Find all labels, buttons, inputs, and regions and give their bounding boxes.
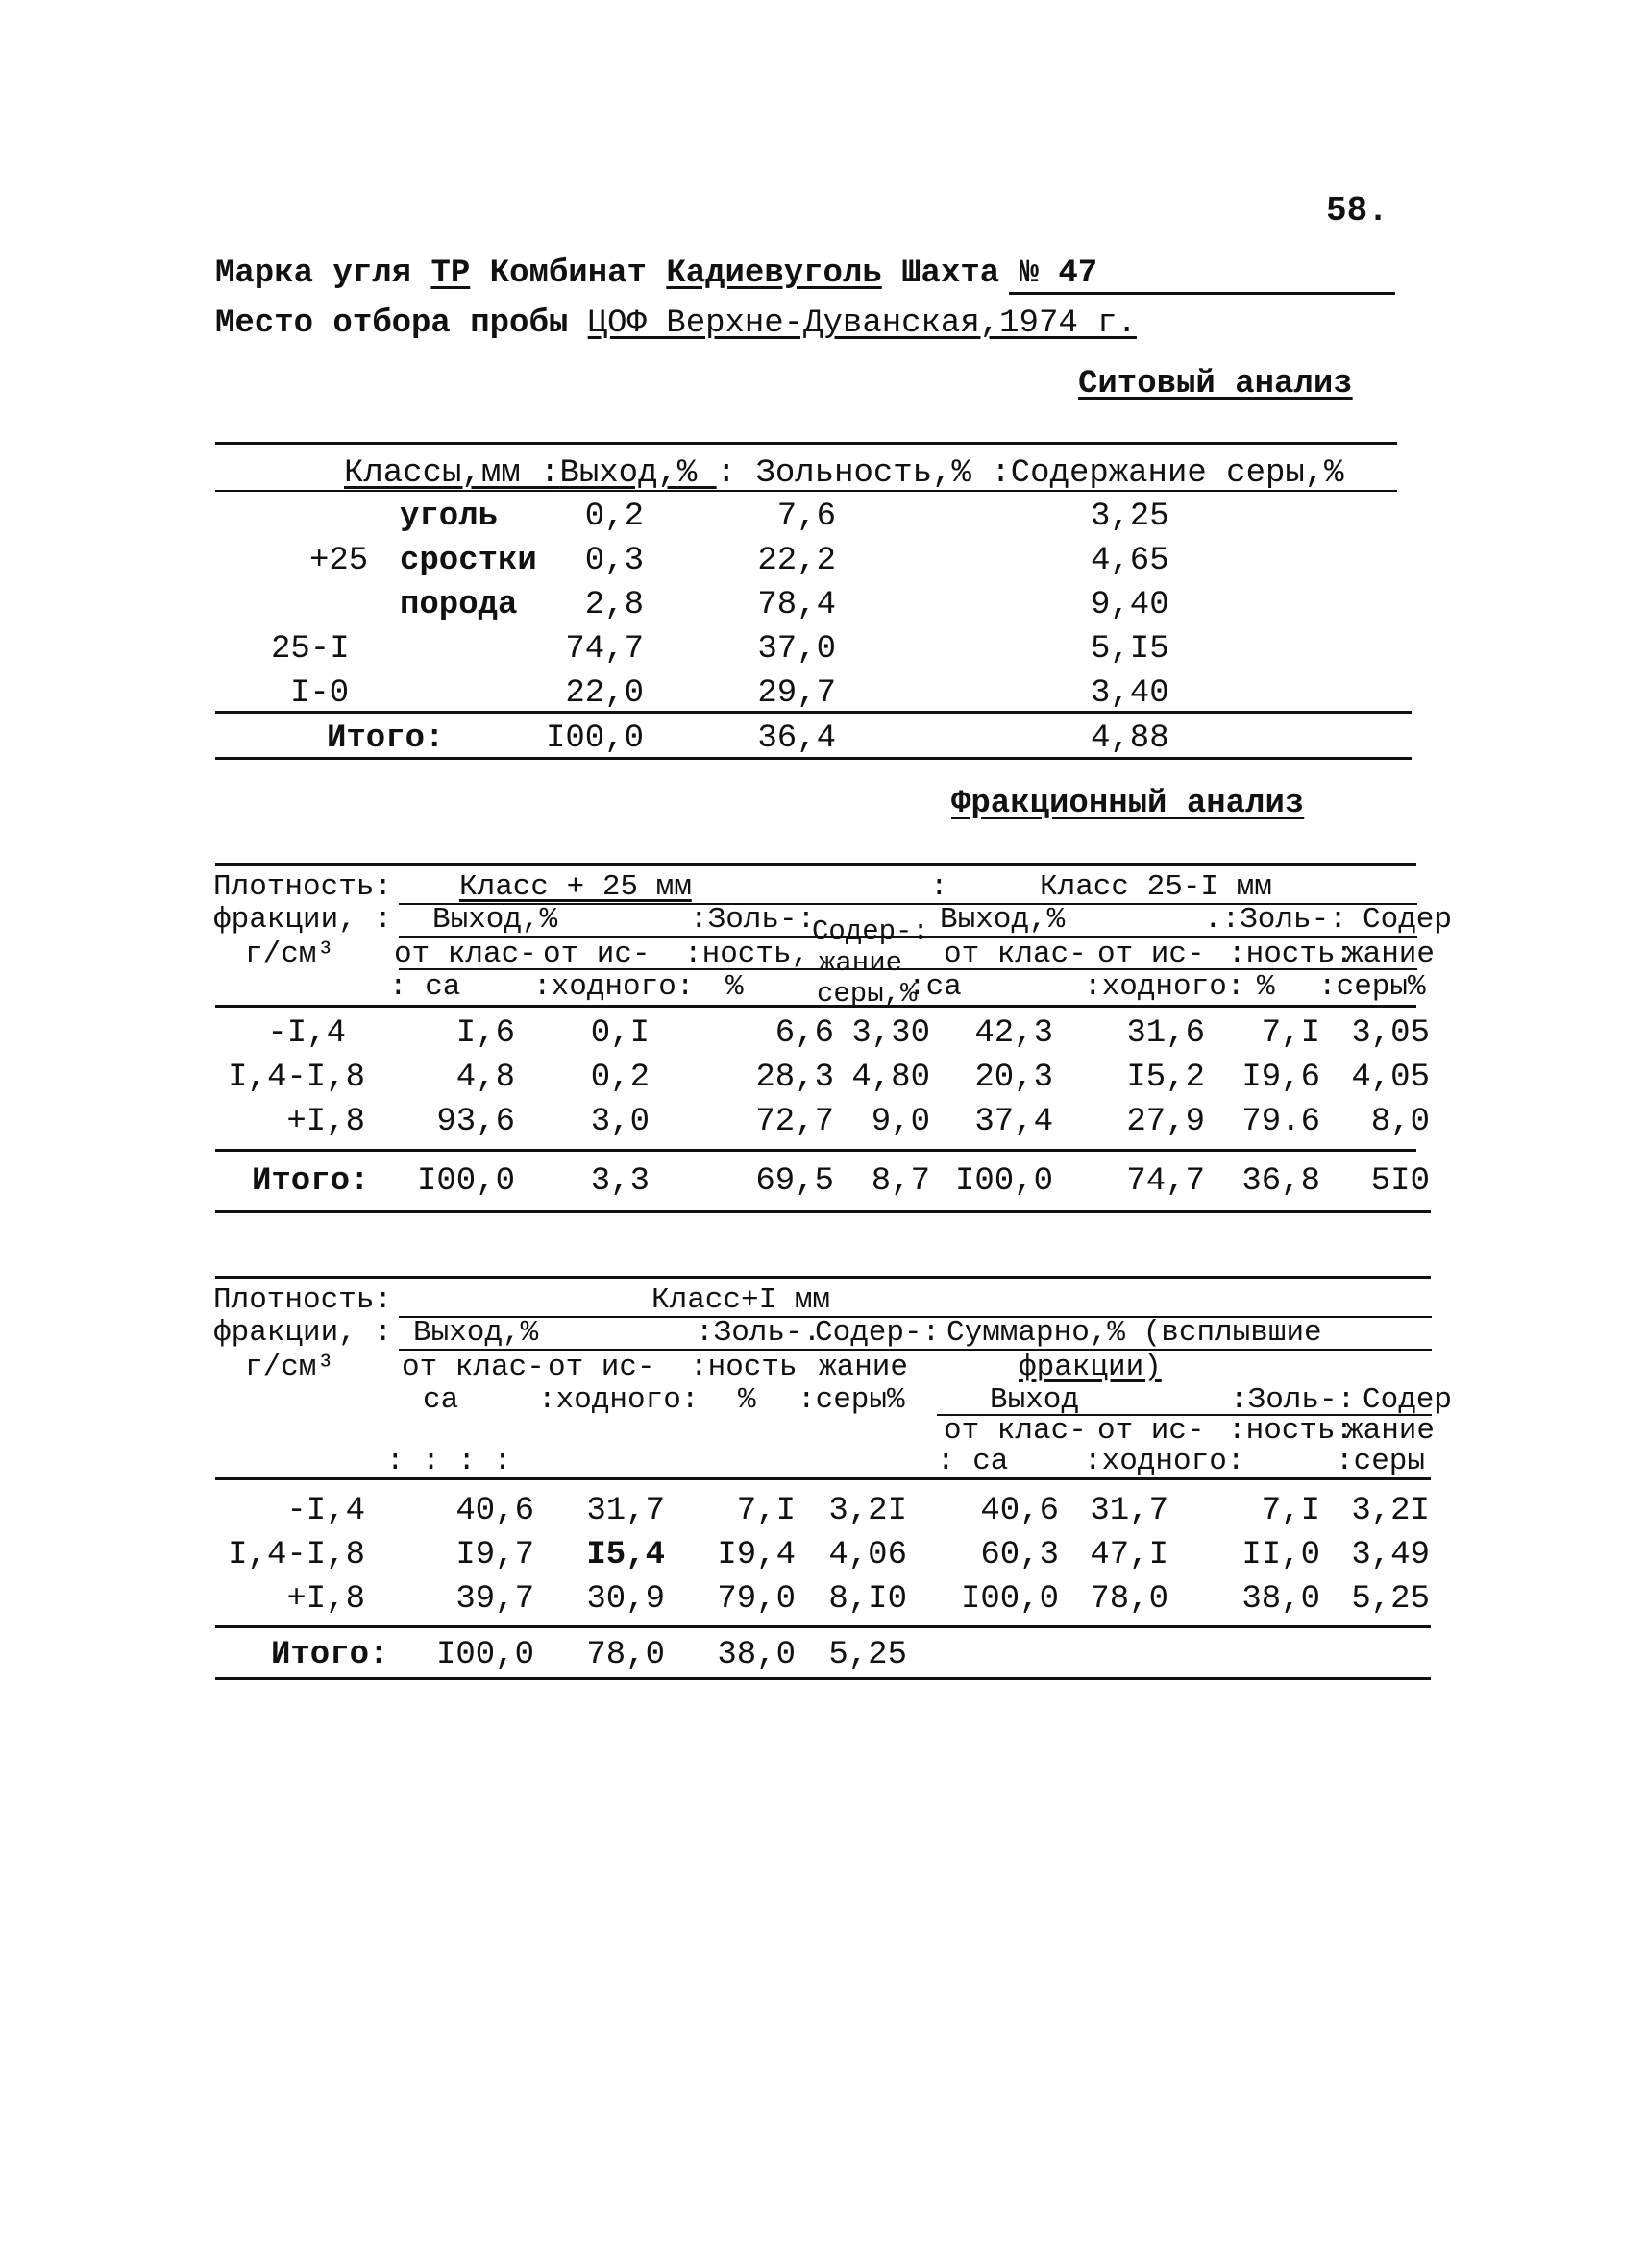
sieve-ash: 22,2 [757,543,836,579]
init2-b: :ходного: [1084,970,1245,1004]
f2-c2: 47,I [1090,1537,1168,1573]
f2-c4: 3,49 [1351,1537,1430,1573]
fraction2-bottom-rule [215,1677,1431,1680]
f1-b4: 4,05 [1351,1060,1430,1096]
f2-from-init: от ис- [548,1351,655,1384]
sieve-total-ash: 36,4 [757,720,836,757]
density-label: Плотность: [213,870,393,904]
f2-sulfur-label: Содер-: [815,1316,941,1350]
f2-total-a1: I00,0 [435,1637,534,1673]
cum-ash2: :ность: [1228,1414,1354,1448]
f2-density: -I,4 [286,1493,365,1529]
ca-a: : са [389,970,461,1004]
f1-b1: 42,3 [974,1015,1053,1052]
pct-b: % [1257,970,1275,1004]
f2-c3: 38,0 [1241,1581,1320,1618]
sieve-sulfur: 3,40 [1091,675,1169,712]
yield-a-label: Выход,% [432,903,558,937]
fraction-label: фракции, : [213,903,393,937]
f1-b2: 31,6 [1126,1015,1205,1052]
cum-from-init: от ис- [1097,1414,1205,1448]
coal-brand-line [215,257,1097,290]
from-class-a: от клас- [394,938,537,971]
f2-a1: I9,7 [455,1537,534,1573]
f1-a2: 0,2 [590,1060,650,1096]
cum-from-class: от клас- [944,1414,1087,1448]
f1-a3: 72,7 [755,1104,834,1140]
fraction1-bottom-rule [215,1210,1431,1213]
f2-a3: I9,4 [717,1537,796,1573]
sulfur-a-label: Содер-: [812,915,929,947]
f2-a2: 31,7 [586,1493,665,1529]
cum-sulfur2: жание [1345,1414,1436,1448]
place-value: ЦОФ Верхне-Дуванская,1974 г. [587,305,1137,342]
sieve-class: I-0 [290,675,350,712]
f1-a4: 9,0 [871,1104,930,1140]
fraction1-total-rule [215,1149,1416,1152]
f1-a2: 0,I [590,1015,650,1052]
sieve-sulfur: 4,65 [1091,543,1169,579]
sieve-total-sulfur: 4,88 [1091,720,1169,757]
f2-density: I,4-I,8 [228,1537,365,1573]
combine-value: Кадиевуголь [666,256,882,292]
sieve-sub: уголь [400,499,499,535]
ash-a-label: :Золь-: [690,903,816,937]
f2-total-a3: 38,0 [717,1637,796,1673]
cum-sulfur-label: Содер [1363,1383,1453,1417]
f1-a3: 6,6 [774,1015,834,1052]
f1-total-b1: I00,0 [954,1163,1053,1200]
f2-a1: 39,7 [455,1581,534,1618]
sampling-place-line [215,307,1137,340]
f2-a4: 3,2I [828,1493,907,1529]
f1-a1: I,6 [455,1015,515,1052]
cum-ash-label: :Золь-: [1230,1383,1356,1417]
from-init-a: от ис- [543,938,651,971]
combine-label: Комбинат [489,256,647,292]
f1-b3: I9,6 [1241,1060,1320,1096]
cumulative-label: Суммарно,% (всплывшие [946,1316,1322,1350]
f2-from-class: от клас- [402,1351,545,1384]
f2-a4: 4,06 [828,1537,907,1573]
fraction2-top-rule [215,1276,1431,1279]
sieve-analysis-title: Ситовый анализ [1078,366,1353,402]
ash-a2: :ность, [684,938,810,971]
class-plus25-title: Класс + 25 мм [459,870,692,904]
f2-a4: 8,I0 [828,1581,907,1618]
mine-value: 47 [1058,256,1098,292]
f2-c2: 78,0 [1090,1581,1168,1618]
f1-a4: 3,30 [851,1015,930,1052]
pct-a: % [725,970,744,1004]
cum-ca: : са [937,1445,1009,1478]
f2-colon-row: : : : : [386,1445,512,1478]
f2-a2: 30,9 [586,1581,665,1618]
f2-total-label: Итого: [271,1637,389,1673]
f1-total-b3: 36,8 [1241,1163,1320,1200]
class-25-1-title: Класс 25-I мм [1040,870,1272,904]
from-class-b: от клас- [944,938,1087,971]
sieve-total-yield: I00,0 [545,720,644,757]
f2-density-unit: г/см³ [245,1351,335,1384]
brand-value: ТР [430,256,471,292]
ash-b2: :ность: [1228,938,1354,971]
f1-b3: 79.6 [1241,1104,1320,1140]
f1-density: -I,4 [267,1015,346,1052]
sulfur-b-label: Содер [1363,903,1453,937]
sulfur-a3: серы,% [817,978,918,1010]
f2-density: +I,8 [286,1581,365,1618]
sieve-col-class: Классы,мм : [344,455,560,492]
f2-c1: I00,0 [960,1581,1059,1618]
f2-a1: 40,6 [455,1493,534,1529]
f1-a1: 4,8 [455,1060,515,1096]
f1-total-b2: 74,7 [1126,1163,1205,1200]
f2-a3: 7,I [736,1493,796,1529]
f1-a1: 93,6 [436,1104,515,1140]
sieve-sulfur: 3,25 [1091,499,1169,535]
yield-b-label: Выход,% [940,903,1066,937]
class-plus1-title: Класс+I мм [651,1283,831,1317]
sieve-top-rule [215,442,1397,445]
sieve-header-rule [215,490,1397,492]
f2-c3: 7,I [1261,1493,1320,1529]
f2-a3: 79,0 [717,1581,796,1618]
sieve-yield: 0,3 [584,543,644,579]
sieve-yield: 22,0 [565,675,644,712]
f2-c4: 3,2I [1351,1493,1430,1529]
f1-a3: 28,3 [755,1060,834,1096]
sieve-yield: 74,7 [565,631,644,668]
sieve-col-yield: Выход,% [559,455,717,492]
f1-a4: 4,80 [851,1060,930,1096]
f1-density: +I,8 [286,1104,365,1140]
f1-b2: 27,9 [1126,1104,1205,1140]
page-number: 58. [1326,191,1388,231]
f1-total-a4: 8,7 [871,1163,930,1200]
density-unit: г/см³ [245,938,335,971]
f1-b4: 8,0 [1370,1104,1430,1140]
cum-yield-label: Выход [990,1383,1080,1417]
place-label: Место отбора пробы [215,305,569,342]
f2-density-label: Плотность: [213,1283,393,1317]
brand-label: Марка угля [215,256,412,292]
f2-c1: 40,6 [980,1493,1059,1529]
sieve-header-row [344,457,1344,490]
header-underline [1009,292,1395,295]
f2-total-a2: 78,0 [586,1637,665,1673]
f1-total-label: Итого: [252,1163,370,1200]
sieve-group-label: +25 [309,543,369,579]
fraction2-header-rule [215,1477,1431,1480]
f1-b3: 7,I [1261,1015,1320,1052]
fraction2-total-rule [215,1625,1431,1628]
f1-total-a2: 3,3 [590,1163,650,1200]
f2-c1: 60,3 [980,1537,1059,1573]
f1-b1: 20,3 [974,1060,1053,1096]
f1-b2: I5,2 [1126,1060,1205,1096]
init2-a: :ходного: [533,970,695,1004]
header-separator: : [930,870,948,904]
sieve-total-label: Итого: [327,720,445,757]
cum-sulfur3: :серы [1336,1445,1426,1478]
f2-c2: 31,7 [1090,1493,1168,1529]
sieve-sulfur: 9,40 [1091,587,1169,623]
sieve-yield: 2,8 [584,587,644,623]
sulfur-a2: жание [819,947,903,979]
f2-ash2: :ность [690,1351,798,1384]
sieve-ash: 37,0 [757,631,836,668]
from-init-b: от ис- [1097,938,1205,971]
f2-init2: :ходного: [538,1383,700,1417]
fraction1-header-rule [215,1005,1416,1008]
sieve-col-sulfur: :Содержание серы,% [970,455,1344,492]
f2-c3: II,0 [1241,1537,1320,1573]
sieve-sub: сростки [400,543,537,579]
sieve-bottom-rule [215,757,1412,760]
f1-total-a3: 69,5 [755,1163,834,1200]
mine-label: Шахта № [901,256,1039,292]
sieve-total-rule [215,711,1412,714]
sieve-yield: 0,2 [584,499,644,535]
sieve-ash: 29,7 [757,675,836,712]
sieve-ash: 78,4 [757,587,836,623]
sulfur-b2: жание [1345,938,1436,971]
ca-b: :са [908,970,962,1004]
sieve-sub: порода [400,587,518,623]
sieve-ash: 7,6 [776,499,836,535]
f2-ca: са [423,1383,459,1417]
f2-sulfur2: жание [819,1351,909,1384]
f2-total-a4: 5,25 [828,1637,907,1673]
f1-a2: 3,0 [590,1104,650,1140]
fraction-analysis-title: Фракционный анализ [951,786,1305,822]
f2-sulfur3: :серы% [798,1383,905,1417]
sieve-col-ash: : Зольность,% [716,455,971,492]
f2-pct: % [738,1383,756,1417]
f1-total-b4: 5I0 [1370,1163,1430,1200]
f2-ash-label: :Золь-. [696,1316,822,1350]
f2-yield-label: Выход,% [413,1316,539,1350]
f2-a2: I5,4 [586,1537,665,1573]
cum-init2: :ходного: [1084,1445,1245,1478]
f1-density: I,4-I,8 [228,1060,365,1096]
fraction1-top-rule [215,863,1416,866]
sieve-class: 25-I [271,631,350,668]
f2-c4: 5,25 [1351,1581,1430,1618]
f1-b4: 3,05 [1351,1015,1430,1052]
f2-fraction-label: фракции, : [213,1316,393,1350]
f1-b1: 37,4 [974,1104,1053,1140]
f1-total-a1: I00,0 [416,1163,515,1200]
sieve-sulfur: 5,I5 [1091,631,1169,668]
sulfur-b3: :серы% [1318,970,1426,1004]
ash-b-label: .:Золь-: [1204,903,1347,937]
fractions-label: фракции) [1019,1351,1162,1384]
